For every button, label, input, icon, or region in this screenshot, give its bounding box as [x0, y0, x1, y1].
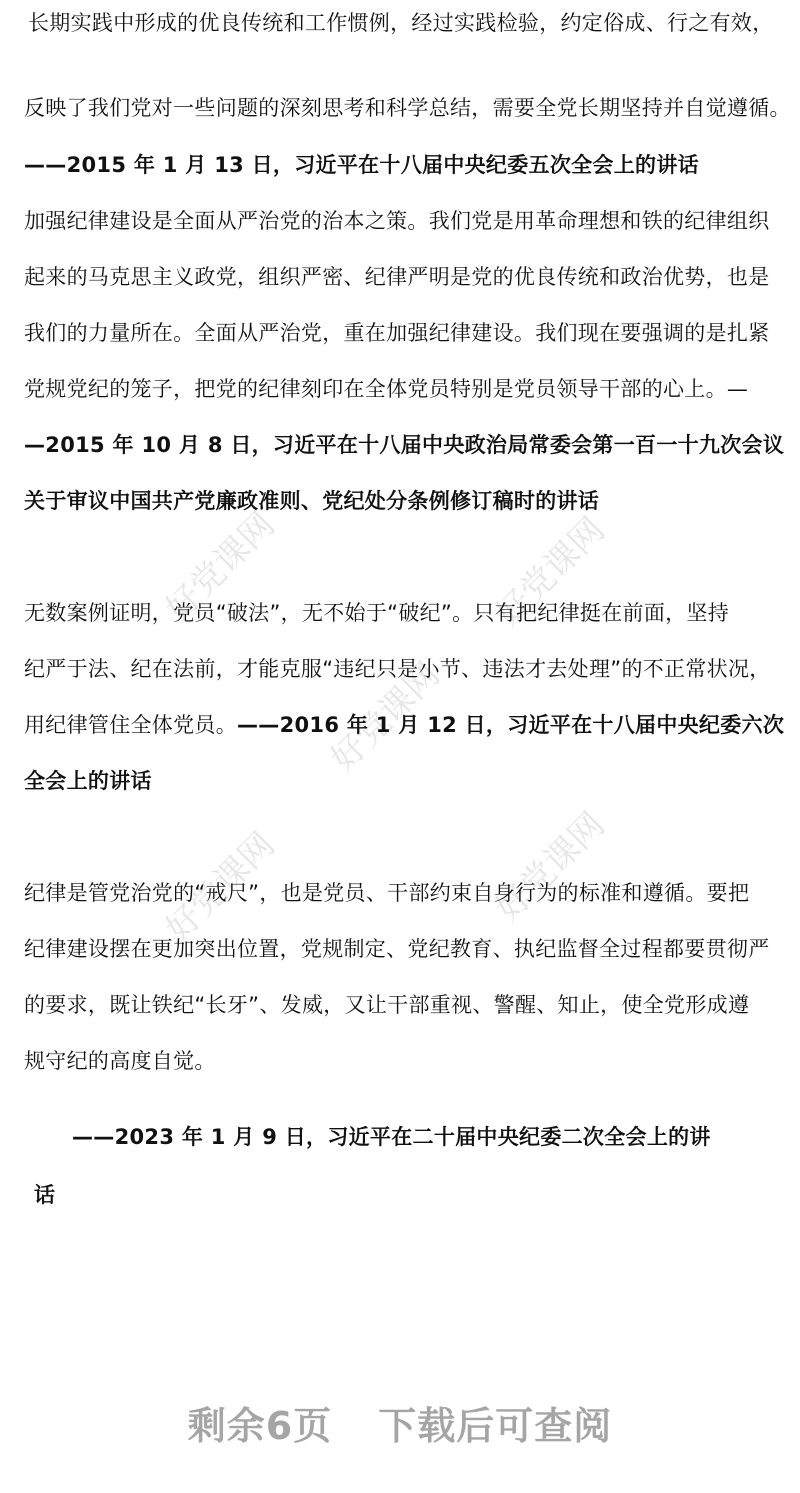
text-line — [24, 710, 785, 740]
citation-line: 话 — [34, 1183, 56, 1207]
download-to-view-label: 下载后可查阅 — [378, 1404, 613, 1448]
text-line: 起来的马克思主义政党，组织严密、纪律严明是党的优良传统和政治优势，也是 — [24, 265, 770, 289]
watermark: 好党课网 — [323, 654, 448, 780]
text-line: 加强纪律建设是全面从严治党的治本之策。我们党是用革命理想和铁的纪律组织 — [24, 209, 770, 233]
text-line: 我们的力量所在。全面从严治党，重在加强纪律建设。我们现在要强调的是扎紧 — [24, 321, 770, 345]
text-line: 规守纪的高度自觉。 — [24, 1049, 216, 1073]
citation-line: —2015 年 10 月 8 日，习近平在十八届中央政治局常委会第一百一十九次会议 — [24, 433, 785, 457]
text-line: 长期实践中形成的优良传统和工作惯例，经过实践检验，约定俗成、行之有效， — [28, 11, 774, 35]
citation-line: 关于审议中国共产党廉政准则、党纪处分条例修订稿时的讲话 — [24, 489, 600, 513]
text-line: 纪律是管党治党的“戒尺”，也是党员、干部约束自身行为的标准和遵循。要把 — [24, 881, 750, 905]
download-prompt[interactable] — [0, 1395, 800, 1450]
text-line: 反映了我们党对一些问题的深刻思考和科学总结，需要全党长期坚持并自觉遵循。 — [24, 96, 791, 120]
citation-line: 全会上的讲话 — [24, 769, 152, 793]
text-line: 党规党纪的笼子，把党的纪律刻印在全体党员特别是党员领导干部的心上。— — [24, 377, 749, 401]
text-line: 无数案例证明，党员“破法”，无不始于“破纪”。只有把纪律挺在前面，坚持 — [24, 601, 730, 625]
text-segment: 用纪律管住全体党员。 — [24, 713, 237, 737]
citation-line: ——2023 年 1 月 9 日，习近平在二十届中央纪委二次全会上的讲 — [72, 1125, 711, 1149]
citation-line: ——2015 年 1 月 13 日，习近平在十八届中央纪委五次全会上的讲话 — [24, 153, 699, 177]
remaining-pages-label: 剩余6页 — [187, 1404, 333, 1448]
watermark: 好党课网 — [488, 804, 613, 930]
text-line: 的要求，既让铁纪“长牙”、发威，又让干部重视、警醒、知止，使全党形成遵 — [24, 993, 750, 1017]
watermark: 好党课网 — [158, 504, 283, 630]
watermark: 好党课网 — [158, 824, 283, 950]
text-line: 纪律建设摆在更加突出位置，党规制定、党纪教育、执纪监督全过程都要贯彻严 — [24, 937, 770, 961]
text-line: 纪严于法、纪在法前，才能克服“违纪只是小节、违法才去处理”的不正常状况， — [24, 657, 771, 681]
watermark: 好党课网 — [488, 509, 613, 635]
citation-segment: ——2016 年 1 月 12 日，习近平在十八届中央纪委六次 — [237, 713, 785, 737]
